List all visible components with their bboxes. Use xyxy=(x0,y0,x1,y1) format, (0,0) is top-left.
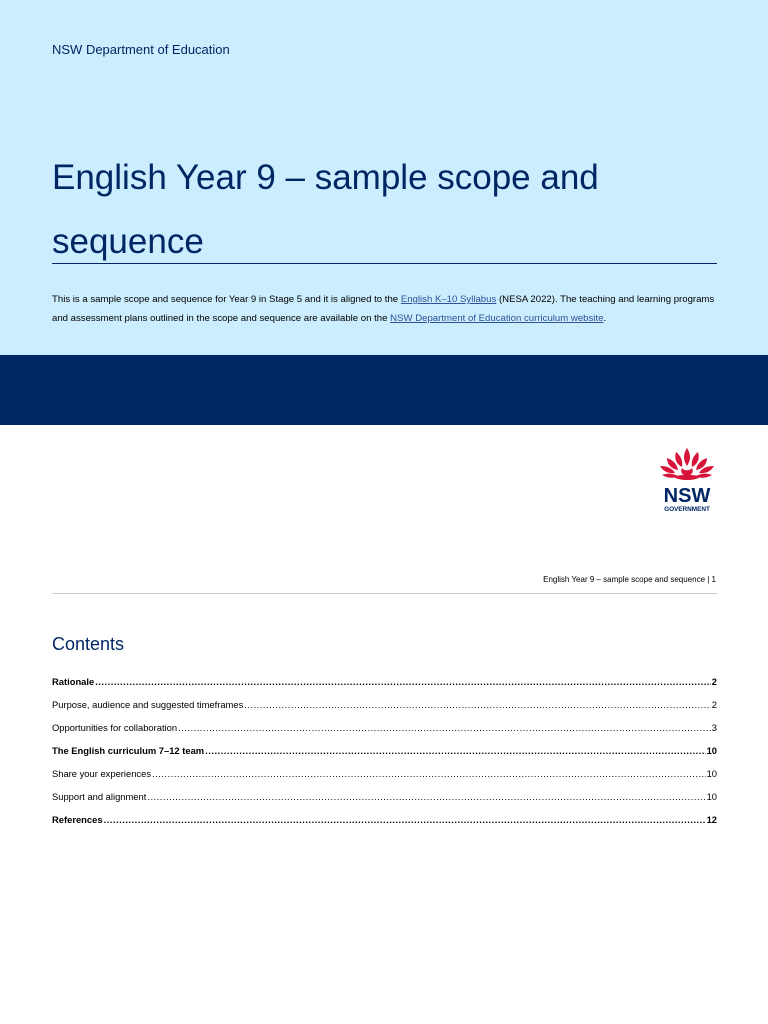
intro-text: . xyxy=(603,313,607,324)
toc-item-label: Rationale xyxy=(52,676,95,687)
title-divider xyxy=(52,263,717,264)
toc-item-references[interactable] xyxy=(52,814,717,837)
toc-item-page: 3 xyxy=(711,722,717,733)
toc-leader xyxy=(152,768,706,779)
toc-item-label: Opportunities for collaboration xyxy=(52,722,178,733)
toc-leader xyxy=(205,745,705,756)
toc-item-page: 12 xyxy=(706,814,717,825)
logo-subtitle: GOVERNMENT xyxy=(664,506,710,513)
contents-heading: Contents xyxy=(52,634,125,654)
intro-text: (NESA 2022). The teaching and learning programs and assessment plans outlined in the scope and sequence are available on the xyxy=(52,294,715,324)
toc-leader xyxy=(147,791,705,802)
toc-item-purpose[interactable] xyxy=(52,699,717,722)
toc-leader xyxy=(244,699,711,710)
table-of-contents xyxy=(52,676,717,837)
toc-item-label: Share your experiences xyxy=(52,768,152,779)
toc-item-label: References xyxy=(52,814,103,825)
toc-item-curriculum-team[interactable] xyxy=(52,745,717,768)
toc-item-support-alignment[interactable] xyxy=(52,791,717,814)
page-footer: English Year 9 – sample scope and sequence | 1 xyxy=(543,575,716,584)
footer-divider xyxy=(52,593,717,594)
department-name: NSW Department of Education xyxy=(52,42,230,57)
curriculum-website-link[interactable]: NSW Department of Education curriculum website xyxy=(390,313,604,324)
cover-hero xyxy=(0,0,768,355)
toc-item-collaboration[interactable] xyxy=(52,722,717,745)
toc-item-page: 2 xyxy=(711,676,717,687)
toc-item-page: 10 xyxy=(706,791,717,802)
toc-item-page: 2 xyxy=(711,699,717,710)
waratah-icon xyxy=(654,444,720,514)
intro-text: This is a sample scope and sequence for Year 9 in Stage 5 and it is aligned to the xyxy=(52,294,401,305)
toc-leader xyxy=(95,676,711,687)
toc-item-label: The English curriculum 7–12 team xyxy=(52,745,205,756)
toc-leader xyxy=(178,722,711,733)
nsw-government-logo xyxy=(654,444,720,514)
logo-wordmark: NSW xyxy=(663,485,711,507)
syllabus-link[interactable]: English K–10 Syllabus xyxy=(400,294,497,305)
toc-item-label: Purpose, audience and suggested timeframes xyxy=(52,699,244,710)
toc-item-rationale[interactable] xyxy=(52,676,717,699)
toc-leader xyxy=(104,814,706,825)
toc-item-page: 10 xyxy=(706,745,717,756)
toc-item-page: 10 xyxy=(706,768,717,779)
intro-paragraph xyxy=(52,290,716,328)
toc-item-share-experiences[interactable] xyxy=(52,768,717,791)
document-title: English Year 9 – sample scope and sequence xyxy=(52,158,599,261)
toc-item-label: Support and alignment xyxy=(52,791,147,802)
navy-band xyxy=(0,355,768,425)
